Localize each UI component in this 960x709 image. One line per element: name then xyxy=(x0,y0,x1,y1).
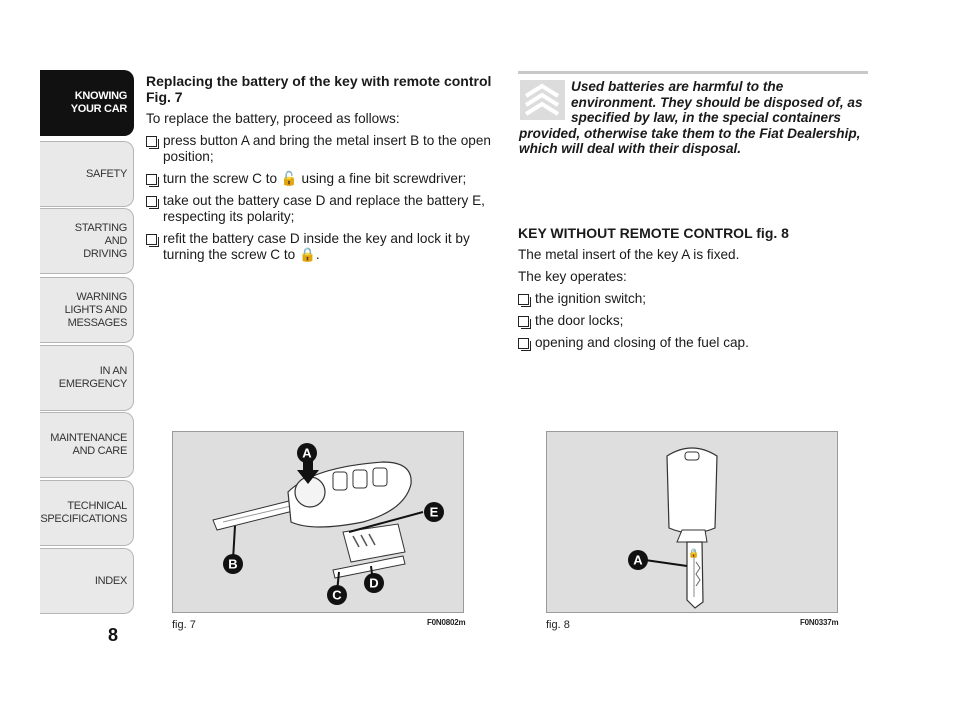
list-item xyxy=(146,193,498,225)
key-without-remote-section xyxy=(518,225,870,357)
list-item-text: press button A and bring the metal insert B to the open position; xyxy=(163,133,491,164)
tab-in-an-emergency[interactable] xyxy=(40,345,134,411)
tab-label: STARTING AND DRIVING xyxy=(74,221,127,260)
figure-code: F0N0802m xyxy=(427,618,466,627)
section-title-text: KEY WITHOUT REMOTE CONTROL xyxy=(518,225,753,241)
list-item-text: opening and closing of the fuel cap. xyxy=(535,335,749,350)
tab-warning-lights[interactable] xyxy=(40,277,134,343)
list-item xyxy=(518,291,870,307)
list-item xyxy=(146,171,498,187)
tab-label: TECHNICAL SPECIFICATIONS xyxy=(40,500,127,525)
section-title xyxy=(518,225,870,241)
checkbox-bullet-icon xyxy=(146,196,157,207)
environment-notice xyxy=(519,79,871,157)
figure-caption: fig. 8 xyxy=(546,619,570,631)
tab-technical-specifications[interactable] xyxy=(40,480,134,546)
checkbox-bullet-icon xyxy=(146,234,157,245)
callout-a xyxy=(297,443,317,463)
tab-safety[interactable] xyxy=(40,141,134,207)
svg-text:E: E xyxy=(429,504,439,520)
paragraph: The metal insert of the key A is fixed. xyxy=(518,247,740,262)
list-item xyxy=(146,231,498,263)
figure-7-callouts xyxy=(173,432,465,614)
list-item-text: take out the battery case D and replace the battery E, respecting its polarity; xyxy=(163,193,485,224)
figure-code: F0N0337m xyxy=(800,618,839,627)
list-item-text: the ignition switch; xyxy=(535,291,647,306)
steps-list xyxy=(146,133,498,263)
checkbox-bullet-icon xyxy=(518,316,529,327)
section-intro: To replace the battery, proceed as follows: xyxy=(146,111,400,126)
list-item-text: the door locks; xyxy=(535,313,624,328)
figure-8-callouts xyxy=(547,432,839,614)
checkbox-bullet-icon xyxy=(518,294,529,305)
notice-text: Used batteries are harmful to the environment. They should be disposed of, as specified by law, in the special containers provided, otherwise take them to the Fiat Dealership, which will deal with their disposal. xyxy=(519,79,863,156)
svg-text:A: A xyxy=(302,445,312,461)
battery-replacement-section xyxy=(146,73,498,269)
tab-maintenance[interactable] xyxy=(40,412,134,478)
tab-label: WARNING LIGHTS AND MESSAGES xyxy=(64,290,127,329)
svg-text:B: B xyxy=(228,556,238,572)
tab-label: IN AN EMERGENCY xyxy=(58,365,127,390)
svg-text:🔒: 🔒 xyxy=(688,548,700,558)
section-title: Replacing the battery of the key with remote control Fig. 7 xyxy=(146,73,492,105)
page-number: 8 xyxy=(108,625,119,645)
svg-text:D: D xyxy=(369,575,379,591)
callout-e xyxy=(424,502,444,522)
list-item xyxy=(518,335,870,351)
list-item-text: refit the battery case D inside the key and lock it by turning the screw C to 🔒. xyxy=(163,231,470,262)
tab-label: INDEX xyxy=(94,574,127,587)
list-item xyxy=(518,313,870,329)
checkbox-bullet-icon xyxy=(146,136,157,147)
list-item-text: turn the screw C to 🔓 using a fine bit screwdriver; xyxy=(163,171,467,186)
tab-label: KNOWING YOUR CAR xyxy=(70,90,127,115)
operations-list xyxy=(518,291,870,351)
figure-reference: fig. 8 xyxy=(756,225,789,241)
checkbox-bullet-icon xyxy=(146,174,157,185)
checkbox-bullet-icon xyxy=(518,338,529,349)
tab-starting-and-driving[interactable] xyxy=(40,208,134,274)
callout-a xyxy=(628,550,648,570)
tab-label: MAINTENANCE AND CARE xyxy=(50,432,127,457)
callout-d xyxy=(364,573,384,593)
figure-caption: fig. 7 xyxy=(172,619,196,631)
tab-label: SAFETY xyxy=(86,167,127,180)
callout-c xyxy=(327,585,347,605)
tab-knowing-your-car[interactable] xyxy=(40,70,134,136)
list-item xyxy=(146,133,498,165)
notice-divider xyxy=(518,71,868,74)
paragraph: The key operates: xyxy=(518,269,627,284)
figure-7-remote-key xyxy=(172,431,464,613)
svg-text:C: C xyxy=(332,587,342,603)
tab-index[interactable] xyxy=(40,548,134,614)
figure-8-key xyxy=(546,431,838,613)
svg-text:A: A xyxy=(633,552,643,568)
callout-b xyxy=(223,554,243,574)
